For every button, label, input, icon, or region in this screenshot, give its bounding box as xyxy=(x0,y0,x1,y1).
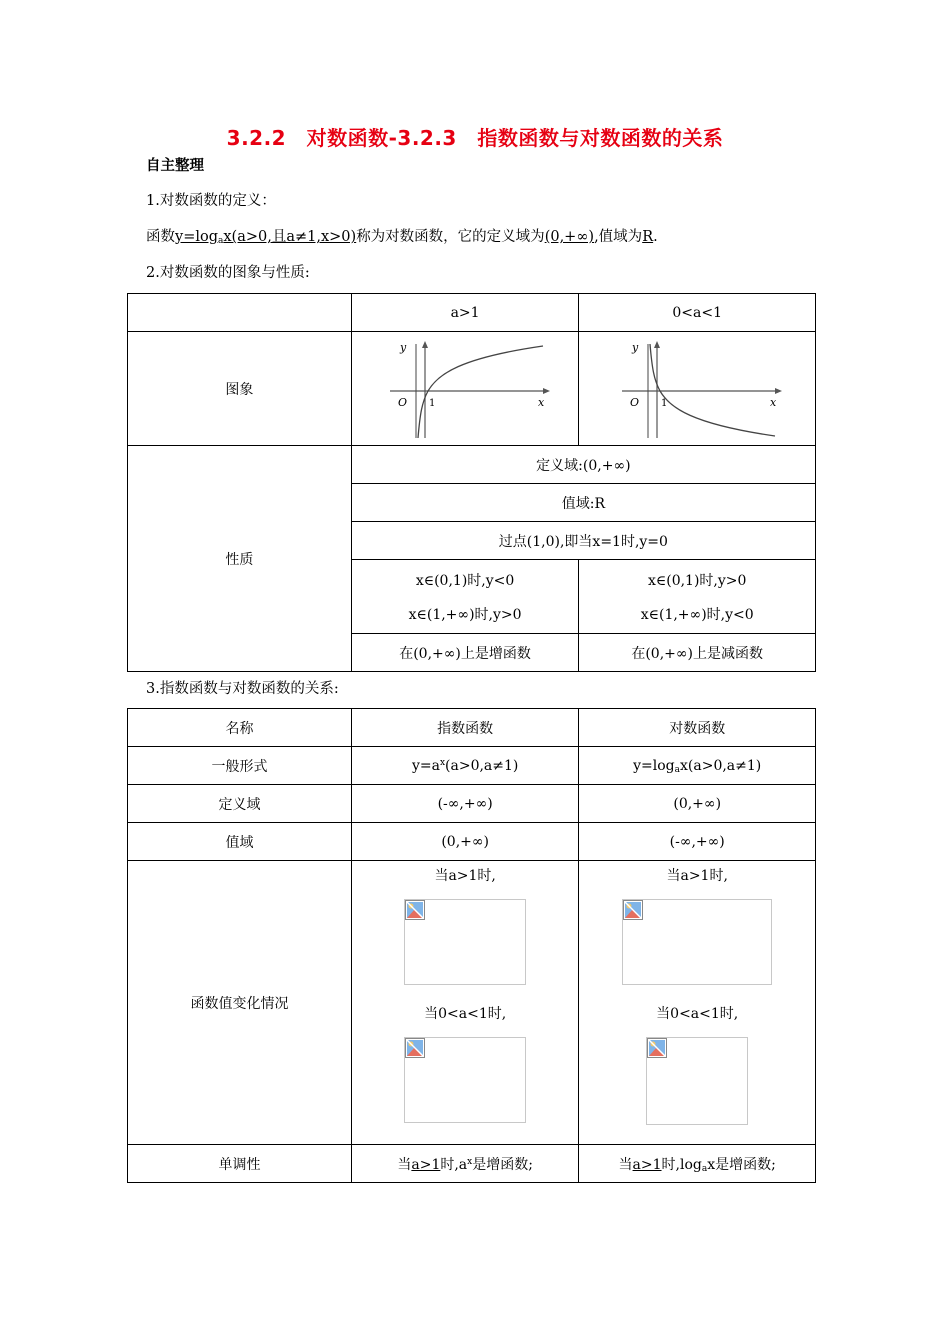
row-label-properties: 性质 xyxy=(128,446,352,672)
range-cell: 值域:R xyxy=(351,484,815,522)
text: x是增函数; xyxy=(707,1156,776,1173)
item1-heading: 1.对数函数的定义： xyxy=(146,193,276,209)
text: 称为对数函数，它的定义域为 xyxy=(356,229,545,245)
range-answer: R xyxy=(642,229,654,245)
exp-general-form xyxy=(351,747,578,785)
image-placeholder xyxy=(404,899,526,985)
item1-definition xyxy=(146,225,658,246)
col-header-a-lt1: 0<a<1 xyxy=(579,294,816,332)
table-row xyxy=(128,747,816,785)
text: 是增函数; xyxy=(472,1156,533,1173)
condition-text: 当a>1时, xyxy=(434,868,496,884)
header-cell: 对数函数 xyxy=(579,709,816,747)
image-placeholder xyxy=(646,1037,748,1125)
tick-label-1: 1 xyxy=(661,397,668,409)
log-domain: (0,+∞) xyxy=(579,785,816,823)
broken-image-icon xyxy=(405,1038,425,1058)
x-arrow-icon xyxy=(775,388,782,394)
broken-image-icon xyxy=(405,900,425,920)
log-curve xyxy=(418,346,543,438)
row-label-graph: 图象 xyxy=(128,332,352,446)
text: 当 xyxy=(397,1156,412,1173)
log-range: (-∞,+∞) xyxy=(579,823,816,861)
text: x(a>0,a≠1) xyxy=(680,757,762,774)
exp-monotonicity xyxy=(351,1145,578,1183)
row-label: 一般形式 xyxy=(128,747,352,785)
col-header-a-gt1: a>1 xyxy=(351,294,579,332)
mono-cell-a-gt1: 在(0,+∞)上是增函数 xyxy=(351,634,579,672)
log-curve xyxy=(650,344,775,436)
row-label: 函数值变化情况 xyxy=(128,861,352,1145)
origin-label: O xyxy=(630,395,640,409)
text-line: x∈(0,1)时,y<0 xyxy=(415,572,515,589)
domain-cell: 定义域:(0,+∞) xyxy=(351,446,815,484)
row-label: 值域 xyxy=(128,823,352,861)
text: 时,log xyxy=(661,1156,702,1173)
table-cell xyxy=(128,294,352,332)
graph-cell-a-gt1 xyxy=(351,332,579,446)
text: x(a>0,且a≠1,x>0) xyxy=(223,229,357,245)
exp-change-cell xyxy=(351,861,578,1145)
text: . xyxy=(653,229,658,245)
graph-increasing-log xyxy=(380,334,550,444)
log-formula xyxy=(175,229,356,245)
y-label: y xyxy=(400,340,407,354)
image-placeholder xyxy=(404,1037,526,1123)
condition-text: 当a>1时, xyxy=(666,868,728,884)
log-monotonicity xyxy=(579,1145,816,1183)
condition-text: 当0<a<1时, xyxy=(656,1006,739,1022)
subscript: a xyxy=(674,764,681,775)
text: ,值域为 xyxy=(594,229,643,245)
graph-cell-a-lt1 xyxy=(579,332,816,446)
y-arrow-icon xyxy=(422,341,428,348)
fixed-point-cell: 过点(1,0),即当x=1时,y=0 xyxy=(351,522,815,560)
section-heading: 自主整理 xyxy=(146,158,204,174)
header-cell: 指数函数 xyxy=(351,709,578,747)
text: y=log xyxy=(175,229,218,245)
table-row xyxy=(128,446,816,484)
x-arrow-icon xyxy=(543,388,550,394)
domain-answer: (0,+∞) xyxy=(544,229,595,245)
y-label: y xyxy=(632,340,639,354)
sign-cell-a-lt1 xyxy=(579,560,816,634)
item2-heading: 2.对数函数的图象与性质: xyxy=(146,265,310,281)
subscript: a xyxy=(218,236,224,246)
sign-cell-a-gt1 xyxy=(351,560,579,634)
text-line: x∈(0,1)时,y>0 xyxy=(647,572,747,589)
log-change-cell xyxy=(579,861,816,1145)
text: (a>0,a≠1) xyxy=(445,757,519,774)
graph-decreasing-log xyxy=(612,334,782,444)
x-label: x xyxy=(538,395,545,409)
origin-label: O xyxy=(398,395,408,409)
table-row xyxy=(128,785,816,823)
text: 当 xyxy=(618,1156,633,1173)
y-arrow-icon xyxy=(654,341,660,348)
x-label: x xyxy=(770,395,777,409)
text: 时,a xyxy=(440,1156,468,1173)
item3-heading: 3.指数函数与对数函数的关系: xyxy=(146,681,339,697)
mono-cell-a-lt1: 在(0,+∞)上是减函数 xyxy=(579,634,816,672)
log-properties-table xyxy=(127,293,816,672)
row-label: 定义域 xyxy=(128,785,352,823)
log-general-form xyxy=(579,747,816,785)
exp-range: (0,+∞) xyxy=(351,823,578,861)
table-row xyxy=(128,823,816,861)
tick-label-1: 1 xyxy=(429,397,436,409)
subscript: a xyxy=(701,1163,708,1174)
table-row xyxy=(128,861,816,1145)
condition: a>1 xyxy=(411,1156,441,1173)
superscript: x xyxy=(467,1156,473,1167)
text: 函数 xyxy=(146,229,175,245)
text-line: x∈(1,+∞)时,y<0 xyxy=(640,606,754,623)
text: y=a xyxy=(411,757,440,774)
condition-text: 当0<a<1时, xyxy=(424,1006,507,1022)
table-row xyxy=(128,1145,816,1183)
page-title: 3.2.2 对数函数-3.2.3 指数函数与对数函数的关系 xyxy=(226,126,724,150)
table-row xyxy=(128,294,816,332)
header-cell: 名称 xyxy=(128,709,352,747)
broken-image-icon xyxy=(623,900,643,920)
image-placeholder xyxy=(622,899,772,985)
table-row xyxy=(128,709,816,747)
exp-domain: (-∞,+∞) xyxy=(351,785,578,823)
text-line: x∈(1,+∞)时,y>0 xyxy=(408,606,522,623)
broken-image-icon xyxy=(647,1038,667,1058)
exp-log-relation-table xyxy=(127,708,816,1183)
table-row xyxy=(128,332,816,446)
text: y=log xyxy=(633,757,675,774)
superscript: x xyxy=(439,757,446,768)
row-label: 单调性 xyxy=(128,1145,352,1183)
condition: a>1 xyxy=(632,1156,662,1173)
